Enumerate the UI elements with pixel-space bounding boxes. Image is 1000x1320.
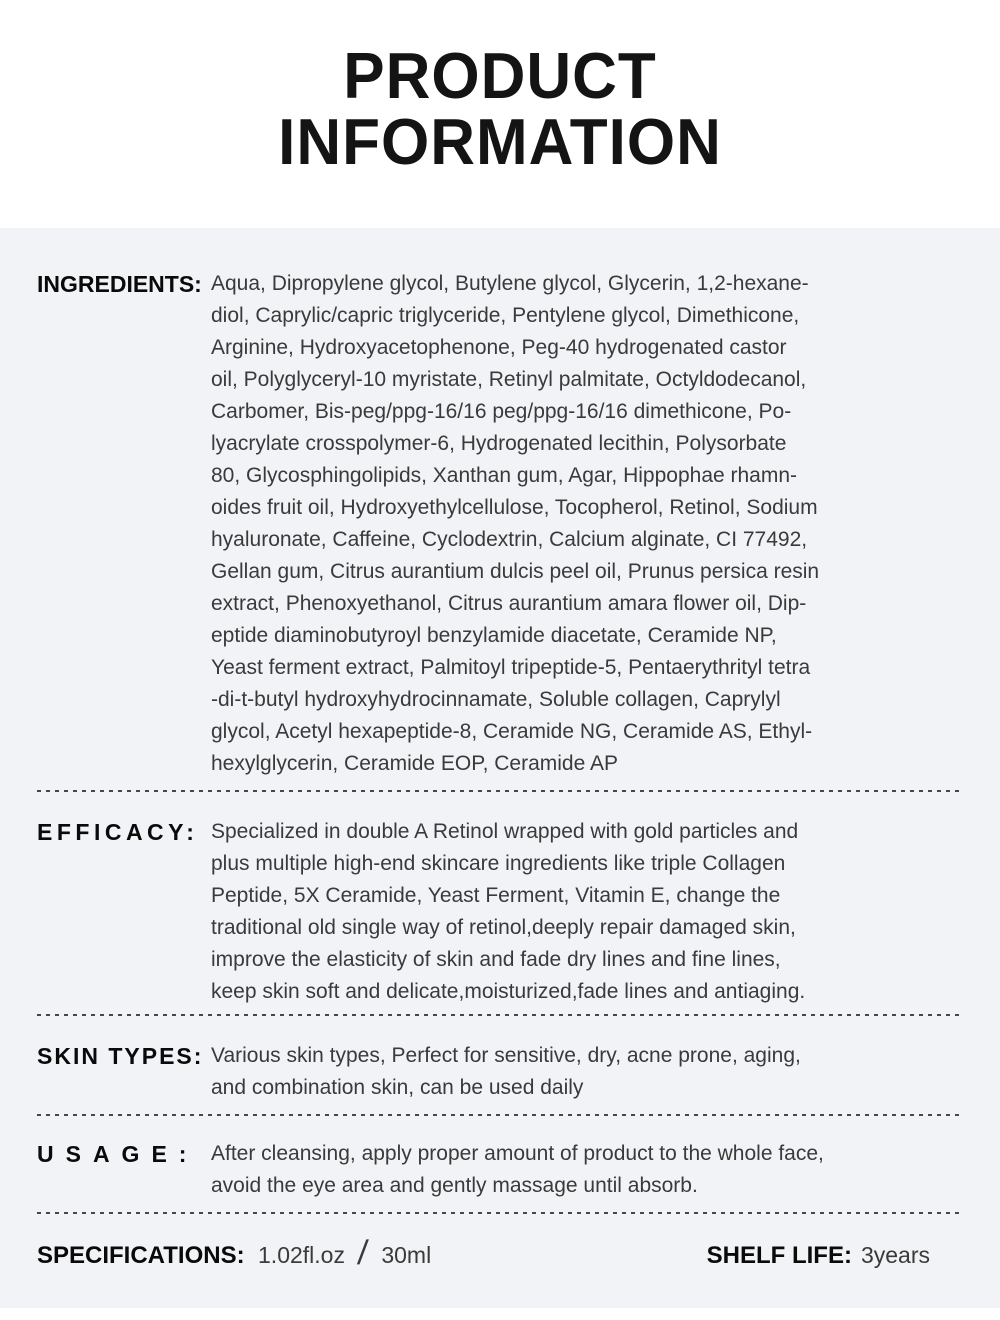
text-line: extract, Phenoxyethanol, Citrus aurantium amara flower oil, Dip- — [211, 592, 807, 615]
text-line: Aqua, Dipropylene glycol, Butylene glycol, Glycerin, 1,2-hexane- — [211, 272, 809, 295]
text-line: Peptide, 5X Ceramide, Yeast Ferment, Vitamin E, change the — [211, 884, 781, 907]
usage-text — [211, 1138, 824, 1202]
text-line: 80, Glycosphingolipids, Xanthan gum, Agar, Hippophae rhamn- — [211, 464, 798, 487]
section-ingredients — [37, 268, 964, 780]
text-line: After cleansing, apply proper amount of product to the whole face, — [211, 1142, 824, 1165]
text-line: Carbomer, Bis-peg/ppg-16/16 peg/ppg-16/16 dimethicone, Po- — [211, 400, 792, 423]
dashed-divider — [37, 790, 964, 792]
title-line-2: INFORMATION — [278, 106, 722, 179]
shelf-life-label: SHELF LIFE: — [706, 1242, 852, 1269]
text-line: traditional old single way of retinol,deeply repair damaged skin, — [211, 916, 796, 939]
dashed-divider — [37, 1212, 964, 1214]
specifications-label: SPECIFICATIONS: — [37, 1242, 245, 1269]
section-efficacy — [37, 816, 964, 1008]
page-title — [0, 0, 1000, 228]
text-line: Various skin types, Perfect for sensitive, dry, acne prone, aging, — [211, 1044, 801, 1067]
text-line: -di-t-butyl hydroxyhydrocinnamate, Soluble collagen, Caprylyl — [211, 688, 781, 711]
slash-separator: / — [356, 1234, 370, 1272]
text-line: oil, Polyglyceryl-10 myristate, Retinyl palmitate, Octyldodecanol, — [211, 368, 807, 391]
text-line: oides fruit oil, Hydroxyethylcellulose, Tocopherol, Retinol, Sodium — [211, 496, 818, 519]
section-usage — [37, 1138, 964, 1202]
usage-label: USAGE: — [37, 1141, 199, 1167]
text-line: glycol, Acetyl hexapeptide-8, Ceramide NG, Ceramide AS, Ethyl- — [211, 720, 813, 743]
text-line: avoid the eye area and gently massage until absorb. — [211, 1174, 698, 1197]
title-line-1: PRODUCT — [343, 40, 657, 113]
text-line: Yeast ferment extract, Palmitoyl tripeptide-5, Pentaerythrityl tetra — [211, 656, 811, 679]
text-line: improve the elasticity of skin and fade dry lines and fine lines, — [211, 948, 781, 971]
section-skin-types — [37, 1040, 964, 1104]
text-line: eptide diaminobutyroyl benzylamide diacetate, Ceramide NP, — [211, 624, 777, 647]
efficacy-text — [211, 816, 805, 1008]
info-panel — [0, 228, 1000, 1308]
text-line: diol, Caprylic/capric triglyceride, Pentylene glycol, Dimethicone, — [211, 304, 800, 327]
text-line: plus multiple high-end skincare ingredients like triple Collagen — [211, 852, 786, 875]
text-line: hexylglycerin, Ceramide EOP, Ceramide AP — [211, 752, 618, 775]
skin-types-text — [211, 1040, 801, 1104]
shelf-life-group — [707, 1239, 930, 1272]
specifications-group — [37, 1236, 431, 1275]
ingredients-text — [211, 268, 819, 780]
skin-types-label: SKIN TYPES: — [37, 1043, 204, 1069]
shelf-life-value: 3years — [860, 1242, 930, 1268]
section-specifications — [37, 1236, 964, 1275]
dashed-divider — [37, 1114, 964, 1116]
text-line: and combination skin, can be used daily — [211, 1076, 584, 1099]
text-line: keep skin soft and delicate,moisturized,fade lines and antiaging. — [211, 980, 806, 1003]
ingredients-label: INGREDIENTS: — [37, 271, 202, 297]
text-line: lyacrylate crosspolymer-6, Hydrogenated lecithin, Polysorbate — [211, 432, 787, 455]
text-line: Arginine, Hydroxyacetophenone, Peg-40 hydrogenated castor — [211, 336, 787, 359]
text-line: Gellan gum, Citrus aurantium dulcis peel oil, Prunus persica resin — [211, 560, 820, 583]
text-line: hyaluronate, Caffeine, Cyclodextrin, Calcium alginate, CI 77492, — [211, 528, 808, 551]
specifications-volume-oz: 1.02fl.oz — [258, 1242, 345, 1268]
specifications-volume-ml: 30ml — [381, 1242, 432, 1268]
efficacy-label: EFFICACY: — [37, 819, 199, 845]
text-line: Specialized in double A Retinol wrapped with gold particles and — [211, 820, 799, 843]
dashed-divider — [37, 1014, 964, 1016]
